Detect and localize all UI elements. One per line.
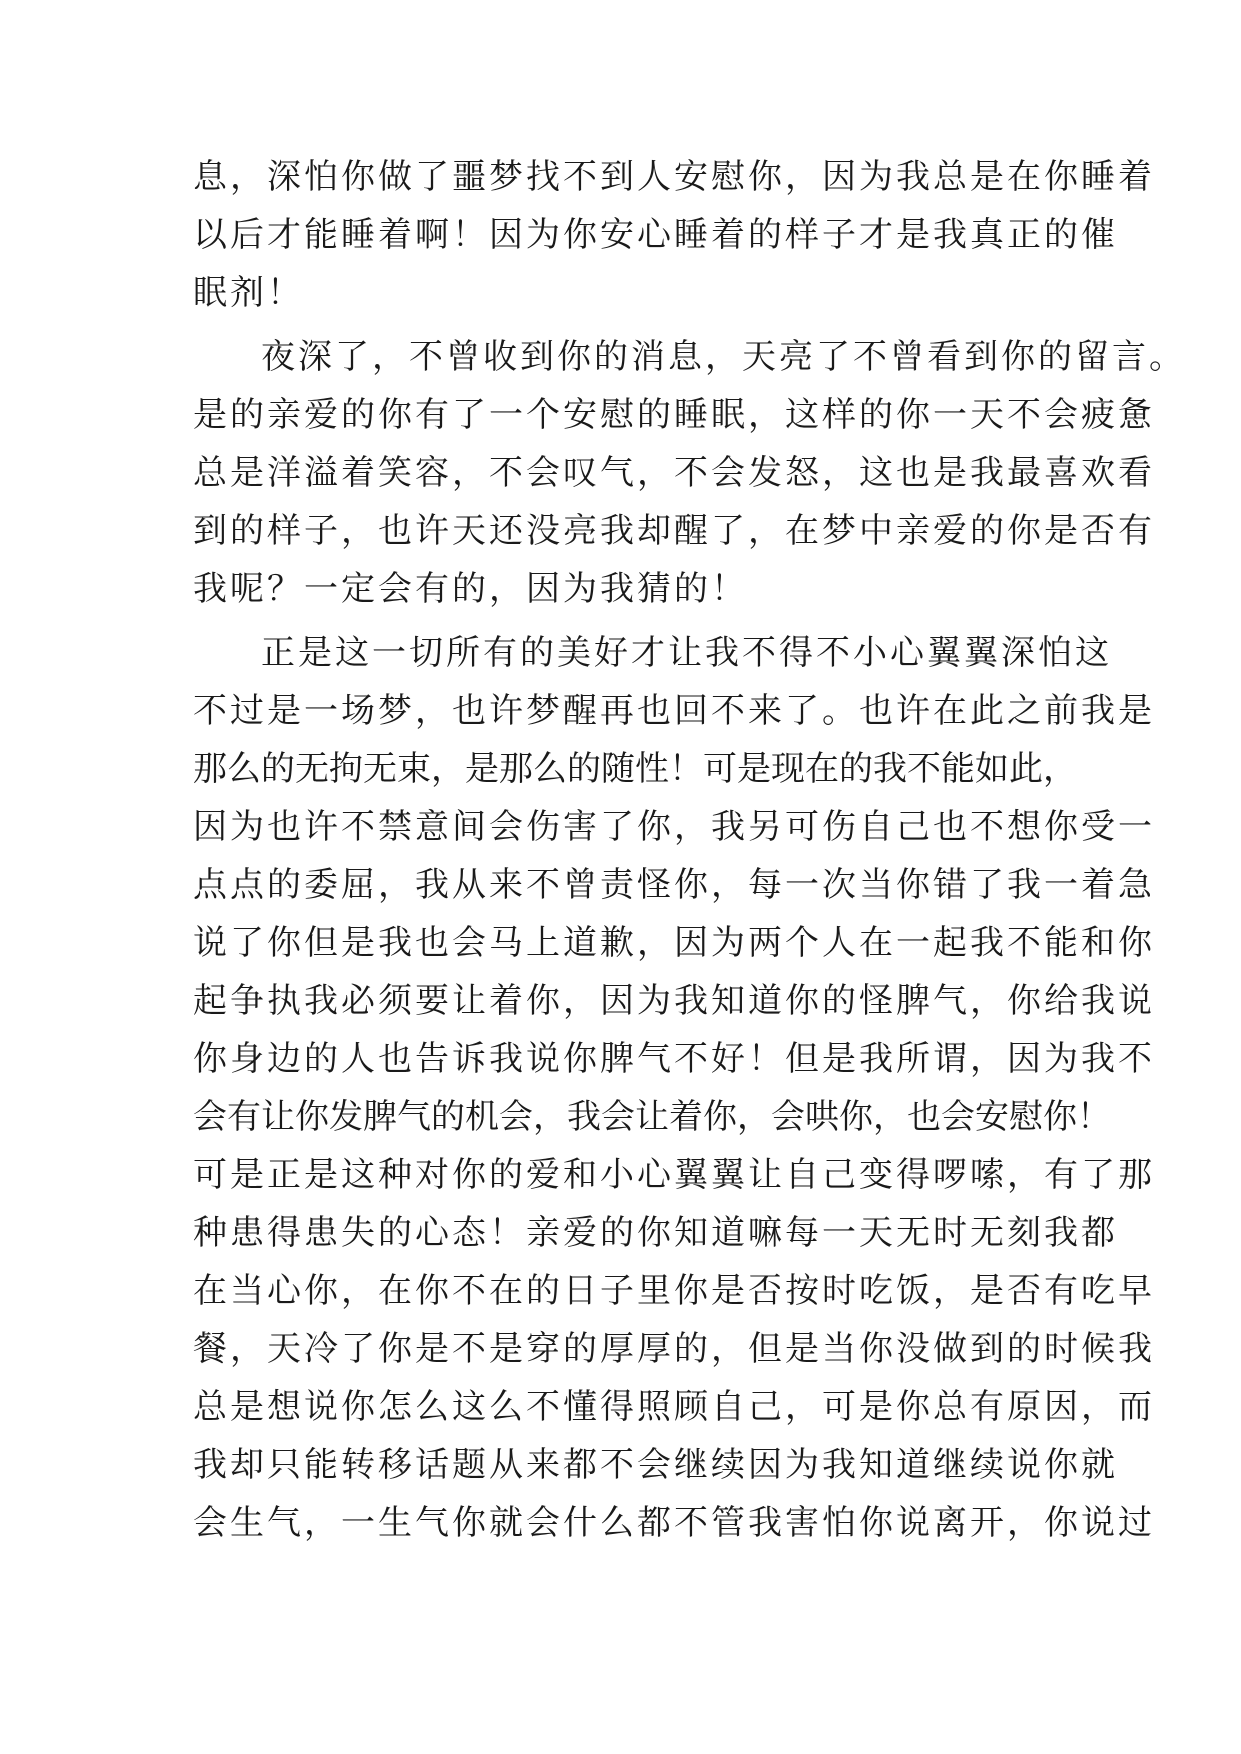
text-line: 会有让你发脾气的机会，我会让着你，会哄你，也会安慰你！ [193,1097,1111,1137]
text-line: 可是正是这种对你的爱和小心翼翼让自己变得啰嗦，有了那 [193,1155,1155,1195]
text-line: 因为也许不禁意间会伤害了你，我另可伤自己也不想你受一 [193,807,1155,847]
text-line: 起争执我必须要让着你，因为我知道你的怪脾气，你给我说 [193,981,1155,1021]
text-line: 种患得患失的心态！亲爱的你知道嘛每一天无时无刻我都 [193,1213,1118,1253]
text-line: 点点的委屈，我从来不曾责怪你，每一次当你错了我一着急 [193,865,1155,905]
text-line: 会生气，一生气你就会什么都不管我害怕你说离开，你说过 [193,1503,1155,1543]
text-line: 夜深了，不曾收到你的消息，天亮了不曾看到你的留言。 [261,337,1186,377]
text-line: 餐，天冷了你是不是穿的厚厚的，但是当你没做到的时候我 [193,1329,1155,1369]
text-line: 你身边的人也告诉我说你脾气不好！但是我所谓，因为我不 [193,1039,1155,1079]
text-line: 是的亲爱的你有了一个安慰的睡眠，这样的你一天不会疲惫 [193,395,1155,435]
text-line: 那么的无拘无束，是那么的随性！可是现在的我不能如此， [193,749,1077,789]
body-text [193,148,1186,1552]
text-line: 总是想说你怎么这么不懂得照顾自己，可是你总有原因，而 [193,1387,1155,1427]
text-line: 在当心你，在你不在的日子里你是否按时吃饭，是否有吃早 [193,1271,1155,1311]
text-line: 不过是一场梦，也许梦醒再也回不来了。也许在此之前我是 [193,691,1155,731]
text-line: 以后才能睡着啊！因为你安心睡着的样子才是我真正的催 [193,215,1118,255]
text-line: 说了你但是我也会马上道歉，因为两个人在一起我不能和你 [193,923,1155,963]
text-line: 我呢？一定会有的，因为我猜的！ [193,569,748,609]
text-line: 息，深怕你做了噩梦找不到人安慰你，因为我总是在你睡着 [193,157,1155,197]
text-line: 正是这一切所有的美好才让我不得不小心翼翼深怕这 [261,633,1112,673]
text-line: 我却只能转移话题从来都不会继续因为我知道继续说你就 [193,1445,1118,1485]
text-line: 到的样子，也许天还没亮我却醒了，在梦中亲爱的你是否有 [193,511,1155,551]
text-line: 眠剂！ [193,273,304,313]
text-line: 总是洋溢着笑容，不会叹气，不会发怒，这也是我最喜欢看 [193,453,1155,493]
